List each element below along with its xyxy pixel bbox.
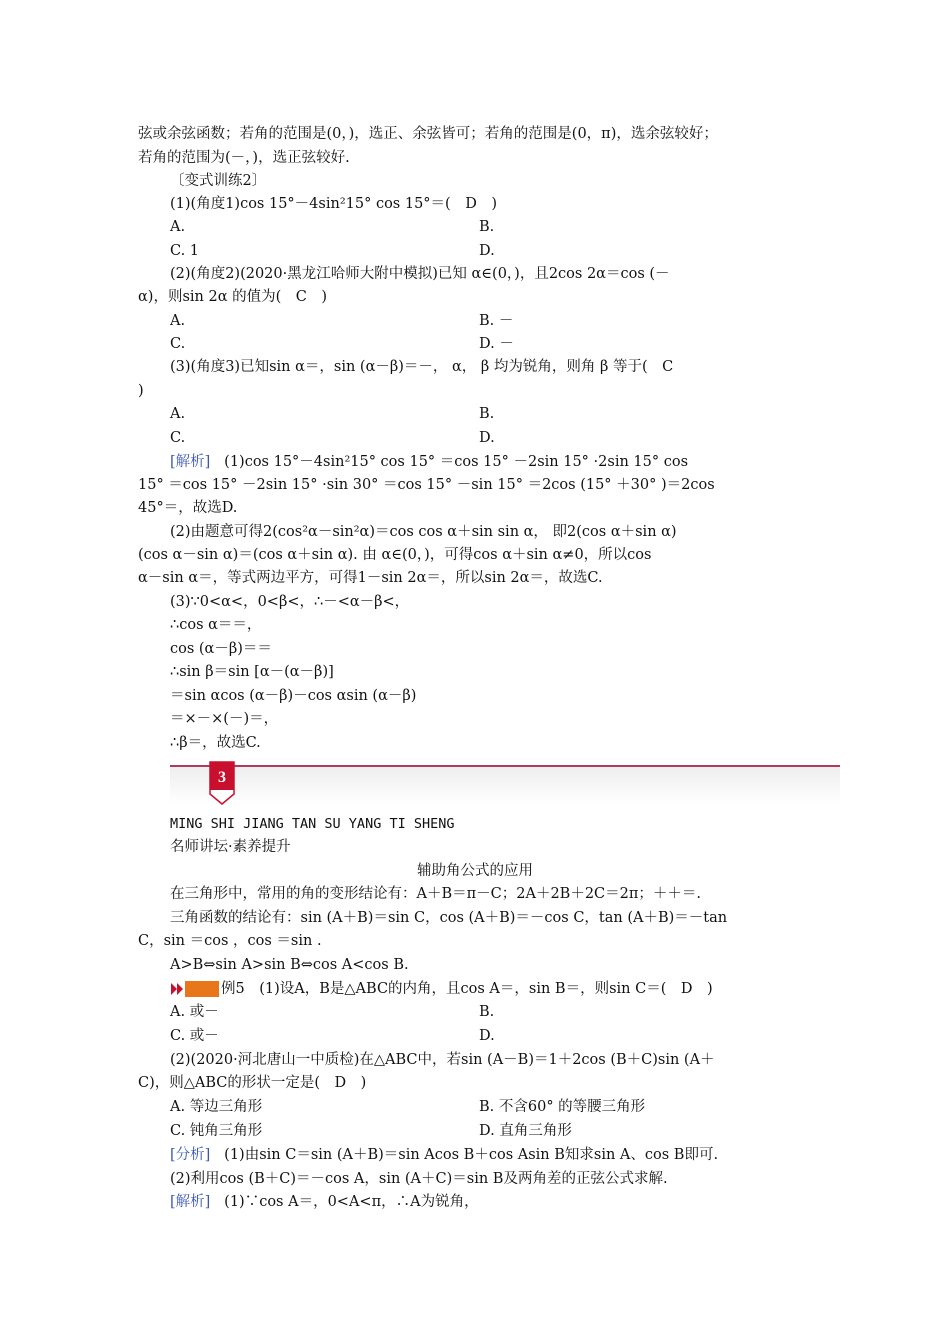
text-line: (3)∵0<α<，0<β<，∴－<α－β<， [170,594,410,610]
text-line: ∴β＝，故选C. [170,735,261,751]
option-c: C. 或－ [170,1028,219,1044]
option-b: B. [479,406,495,422]
section-title: 名师讲坛·素养提升 [170,839,291,855]
text-line: 若角的范围为(－，)，选正弦较好. [138,150,350,166]
option-b: B. [479,219,495,235]
text-line: C，sin ＝cos ，cos ＝sin . [138,933,322,949]
solution-tag: [解析] [170,454,211,470]
section-pinyin: MING SHI JIANG TAN SU YANG TI SHENG [170,816,455,832]
exercise-heading: 〔变式训练2〕 [170,173,267,189]
text-line: A>B⇔sin A>sin B⇔cos A<cos B. [170,957,409,973]
question-2: (2)(角度2)(2020·黑龙江哈师大附中模拟)已知 α∈(0，)，且2cos 2α＝cos (－ [170,266,670,282]
option-d: D. [479,1028,495,1044]
analysis-tag: [分析] [170,1147,211,1163]
text-line: (cos α－sin α)＝(cos α＋sin α). 由 α∈(0，)，可得cos α＋sin α≠0，所以cos [138,547,652,563]
option-c: C. 1 [170,243,200,259]
analysis-text: (1)由sin C＝sin (A＋B)＝sin Acos B＋cos Asin B知求sin A、cos B即可. [224,1147,719,1163]
text-line: ＝×－×(－)＝， [170,711,279,727]
question-2-cont: α)，则sin 2α 的值为( C ) [138,289,328,305]
section-number-badge-icon [208,760,236,806]
solution-text: (1)∵cos A＝，0<A<π，∴A为锐角， [224,1194,479,1210]
option-a: A. [170,313,186,329]
analysis-line [170,1145,718,1165]
question-1: (1)(角度1)cos 15°－4sin²15° cos 15°＝( D ) [170,196,497,212]
example-5-question: 例5 (1)设A，B是△ABC的内角，且cos A＝，sin B＝，则sin C＝( D ) [221,981,713,997]
solution-line [170,452,688,472]
question-3: (3)(角度3)已知sin α＝，sin (α－β)＝－， α， β 均为锐角，则角 β 等于( C [170,359,674,375]
text-line: (2)由题意可得2(cos²α－sin²α)＝cos cos α＋sin sin α， 即2(cos α＋sin α) [170,524,677,540]
topic-title: 辅助角公式的应用 [417,863,533,879]
option-d: D. － [479,336,514,352]
example-tag-icon [170,981,220,997]
option-a: A. [170,406,186,422]
option-c: C. 钝角三角形 [170,1123,263,1139]
solution-line [170,1192,479,1212]
text-line: 15° ＝cos 15° －2sin 15° ·sin 30° ＝cos 15° －sin 15° ＝2cos (15° ＋30° )＝2cos [138,477,715,493]
section-banner-line [170,765,840,767]
text-line: 45°＝，故选D. [138,500,238,516]
option-d: D. [479,243,495,259]
text-line: 三角函数的结论有：sin (A＋B)＝sin C，cos (A＋B)＝－cos C，tan (A＋B)＝－tan [170,910,728,926]
option-b: B. － [479,313,514,329]
option-d: D. 直角三角形 [479,1123,572,1139]
option-b: B. [479,1004,495,1020]
option-c: C. [170,336,186,352]
solution-text: (1)cos 15°－4sin²15° cos 15° ＝cos 15° －2sin 15° ·2sin 15° cos [224,454,689,470]
text-line: (2)利用cos (B＋C)＝－cos A，sin (A＋C)＝sin B及两角差的正弦公式求解. [170,1171,668,1187]
text-line: α－sin α＝，等式两边平方，可得1－sin 2α＝，所以sin 2α＝，故选C. [138,570,603,586]
text-line: ∴cos α＝＝， [170,617,262,633]
text-line: 弦或余弦函数；若角的范围是(0，)，选正、余弦皆可；若角的范围是(0，π)，选余弦较好； [138,126,718,142]
question-3-cont: ) [138,383,144,399]
text-line: 在三角形中，常用的角的变形结论有：A＋B＝π－C；2A＋2B＋2C＝2π；＋＋＝. [170,886,702,902]
option-a: A. 等边三角形 [170,1099,263,1115]
text-line: ∴sin β＝sin [α－(α－β)] [170,664,334,680]
section-banner-shade [170,767,840,805]
text-line: C)，则△ABC的形状一定是( D ) [138,1075,367,1091]
badge-number: 3 [218,769,226,786]
text-line: cos (α－β)＝＝ [170,641,272,657]
solution-tag: [解析] [170,1194,211,1210]
option-b: B. 不含60° 的等腰三角形 [479,1099,646,1115]
option-a: A. 或－ [170,1004,219,1020]
example-5-question-2: (2)(2020·河北唐山一中质检)在△ABC中，若sin (A－B)＝1＋2cos (B＋C)sin (A＋ [170,1052,715,1068]
option-d: D. [479,430,495,446]
option-c: C. [170,430,186,446]
option-a: A. [170,219,186,235]
text-line: ＝sin αcos (α－β)－cos αsin (α－β) [170,688,417,704]
